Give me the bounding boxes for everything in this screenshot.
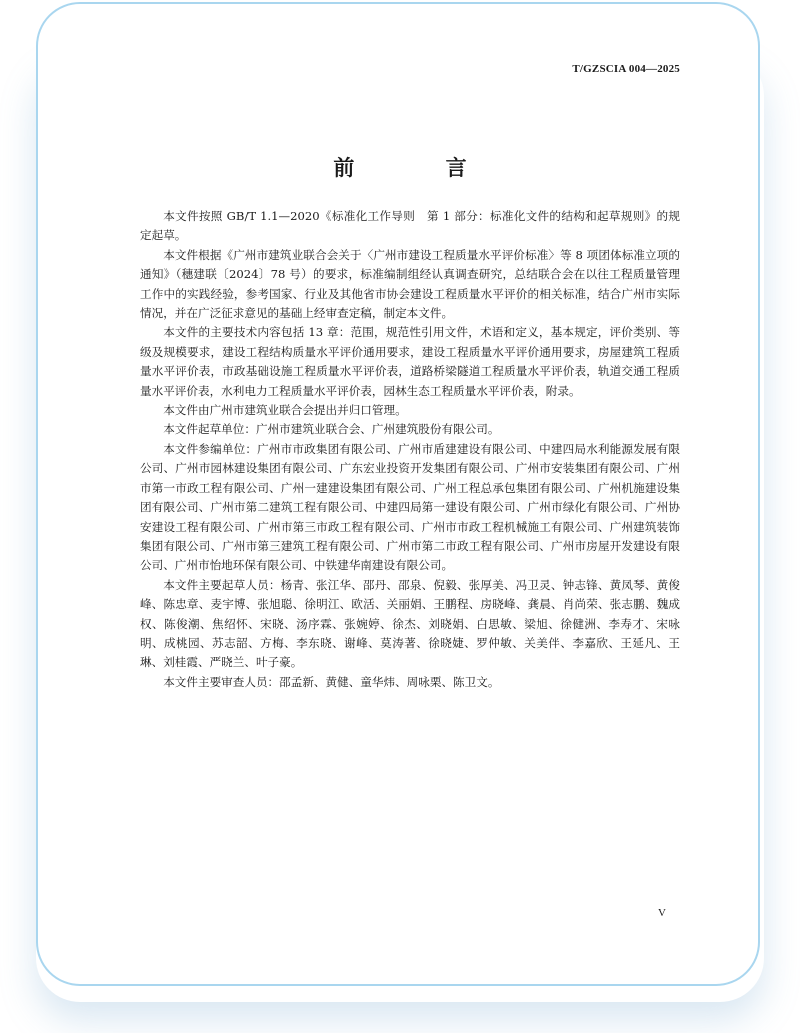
paragraph-proposer: 本文件由广州市建筑业联合会提出并归口管理。: [163, 403, 407, 418]
paragraph-technical-contents: 本文件的主要技术内容包括 13 章：范围，规范性引用文件，术语和定义，基本规定，评价类别、等级及规模要求，建设工程结构质量水平评价通用要求，建设工程质量水平评价通用要求，房屋建筑工程质量水平评价表，市政基础设施工程质量水平评价表，道路桥梁隧道工程质量水平评价表，轨道交通工程质量水平评价表，水利电力工程质量水平评价表，园林生态工程质量水平评价表，附录。: [140, 325, 680, 398]
paragraph-background: 本文件根据《广州市建筑业联合会关于〈广州市建设工程质量水平评价标准〉等 8 项团体标准立项的通知》（穗建联〔2024〕78 号）的要求，标准编制组经认真调查研究，总结联合会在以往工程质量管理工作中的实践经验，参考国家、行业及其他省市协会建设工程质量水平评价的相关标准，结合广州市实际情况，并在广泛征求意见的基础上经审查定稿，制定本文件。: [140, 247, 680, 321]
foreword-body: [140, 207, 680, 692]
document-code: T/GZSCIA 004—2025: [572, 63, 680, 75]
page-number: V: [658, 907, 666, 919]
paragraph-main-drafters: 本文件主要起草人员：杨青、张江华、邵丹、邵泉、倪毅、张厚美、冯卫灵、钟志锋、黄凤琴、黄俊峰、陈忠章、麦宇博、张旭聪、徐明江、欧活、关丽娟、王鹏程、房晓峰、龚晨、肖尚荣、张志鹏、魏成权、陈俊潮、焦绍怀、宋晓、汤序霖、张婉婷、徐杰、刘晓娟、白思敏、梁旭、徐健洲、李寿才、宋咏明、成桃园、苏志韶、方梅、李东晓、谢峰、莫涛著、徐晓婕、罗仲敏、关美伴、李嘉欣、王延凡、王琳、刘桂霞、严晓兰、叶子豪。: [140, 577, 680, 670]
paragraph-drafting-units: 本文件起草单位：广州市建筑业联合会、广州建筑股份有限公司。: [163, 422, 500, 437]
paragraph-drafting-basis: 本文件按照 GB/T 1.1—2020《标准化工作导则 第 1 部分：标准化文件的结构和起草规则》的规定起草。: [140, 209, 680, 243]
paragraph-participating-units: 本文件参编单位：广州市市政集团有限公司、广州市盾建建设有限公司、中建四局水利能源发展有限公司、广州市园林建设集团有限公司、广东宏业投资开发集团有限公司、广州市安装集团有限公司、广州市第一市政工程有限公司、广州一建建设集团有限公司、广州工程总承包集团有限公司、广州机施建设集团有限公司、广州市第二建筑工程有限公司、中建四局第一建设有限公司、广州市绿化有限公司、广州协安建设工程有限公司、广州市第三市政工程有限公司、广州市市政工程机械施工有限公司、广州建筑装饰集团有限公司、广州市第三建筑工程有限公司、广州市第二市政工程有限公司、广州市房屋开发建设有限公司、广州市怡地环保有限公司、中铁建华南建设有限公司。: [140, 441, 680, 573]
page-title: 前 言: [333, 155, 509, 180]
paragraph-main-reviewers: 本文件主要审查人员：邵孟新、黄健、童华炜、周咏栗、陈卫文。: [163, 674, 500, 689]
